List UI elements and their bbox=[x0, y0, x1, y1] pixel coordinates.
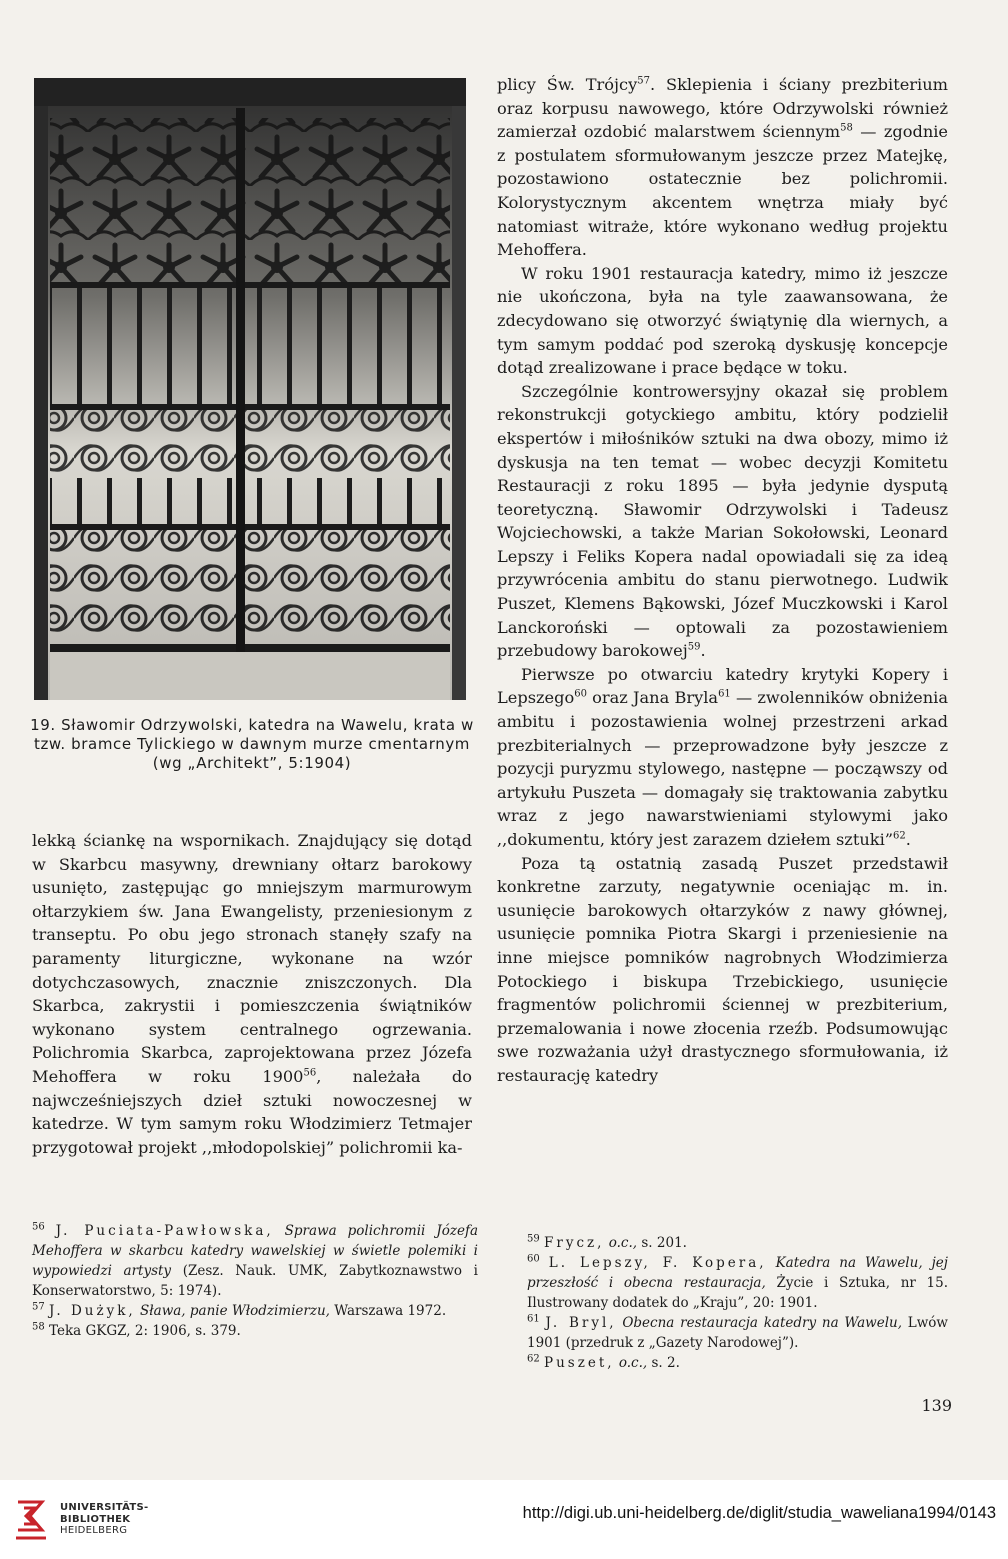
page-number: 139 bbox=[921, 1396, 952, 1415]
footnote: $^{56}$ J. Puciata-Pawłowska, Sprawa polichromii Józefa Mehoffera w skarbcu katedry wawelskiej w świetle polemiki i wypowiedzi artysty (Zesz. Nauk. UMK, Zabytkoznawstwo i Konserwatorstwo, 5: 1974). bbox=[32, 1221, 479, 1299]
wrought-iron-gate-image bbox=[34, 78, 466, 700]
paragraph: plicy Św. Trójcy$^{57}$. Sklepienia i ściany prezbiterium oraz korpusu nawowego, które Odrzywolski również zamierzał ozdobić malarstwem ściennym$^{58}$ — zgodnie z postulatem sformułowanym jeszcze przez Matejkę, pozostawiono ostatecznie bez polichromii. Kolorystycznym akcentem wnętrza miały być natomiast witraże, które wykonano według projektu Mehoffera. bbox=[497, 75, 948, 260]
right-text-column bbox=[497, 73, 948, 1088]
paragraph: Poza tą ostatnią zasadą Puszet przedstawił konkretne zarzuty, negatywnie oceniając m. in. usunięcie barokowych ołtarzyków z nawy głównej, usunięcie pomnika Piotra Skargi i przeniesienie na inne miejsce pomników nagrobnych Włodzimierza Potockiego i biskupa Trzebickiego, usunięcie fragmentów polichromii ściennej w prezbiterium, przemalowania i nowe złocenia rzeźb. Podsumowując swe rozważania użył drastycznego sformułowania, iż restaurację katedry bbox=[497, 853, 948, 1085]
paragraph: lekką ściankę na wspornikach. Znajdujący się dotąd w Skarbcu masywny, drewniany ołtarz barokowy usunięto, zastępując go mniejszym marmurowym ołtarzykiem św. Jana Ewangelisty, przeniesionym z transeptu. Po obu jego stronach stanęły szafy na paramenty liturgiczne, wykonane na wzór dotychczasowych, znacznie zniszczonych. Dla Skarbca, zakrystii i pomieszczenia świątników wykonano system centralnego ogrzewania. Polichromia Skarbca, zaprojektowana przez Józefa Mehoffera w roku 1900$^{56}$, należała do najwcześniejszych dzieł sztuki nowoczesnej w katedrze. W tym samym roku Włodzimierz Tetmajer przygotował projekt ,,młodopolskiej” polichromii ka- bbox=[32, 831, 472, 1157]
source-url-link[interactable]: http://digi.ub.uni-heidelberg.de/diglit/studia_waweliana1994/0143 bbox=[522, 1504, 996, 1522]
footnote: $^{61}$ J. Bryl, Obecna restauracja katedry na Wawelu, Lwów 1901 (przedruk z „Gazety Narodowej”). bbox=[527, 1313, 948, 1351]
library-logo-text: UNIVERSITÄTS- BIBLIOTHEK HEIDELBERG bbox=[60, 1502, 149, 1536]
figure-caption: 19. Sławomir Odrzywolski, katedra na Wawelu, krata w tzw. bramce Tylickiego w dawnym murze cmentarnym (wg „Architekt”, 5:1904) bbox=[30, 716, 474, 772]
footnote: $^{59}$ Frycz, o.c., s. 201. bbox=[527, 1233, 687, 1251]
paragraph: W roku 1901 restauracja katedry, mimo iż jeszcze nie ukończona, była na tyle zaawansowana, że zdecydowano się otworzyć świątynię dla wiernych, a tym samym poddać pod szeroką dyskusję koncepcje dotąd zrealizowane i prace będące w toku. bbox=[497, 263, 948, 378]
footnotes-right bbox=[527, 1233, 948, 1373]
footnote: $^{62}$ Puszet, o.c., s. 2. bbox=[527, 1353, 680, 1371]
library-logo-icon bbox=[12, 1494, 52, 1544]
left-text-column bbox=[32, 829, 472, 1159]
paragraph: Szczególnie kontrowersyjny okazał się problem rekonstrukcji gotyckiego ambitu, który podzielił ekspertów i miłośników sztuki na dwa obozy, mimo iż dyskusja na ten temat — wobec decyzji Komitetu Restauracji z roku 1895 — była jedynie dysputą teoretyczną. Sławomir Odrzywolski i Tadeusz Wojciechowski, a także Marian Sokołowski, Leonard Lepszy i Feliks Kopera nadal opowiadali się za ideą przywrócenia ambitu do stanu pierwotnego. Ludwik Puszet, Klemens Bąkowski, Józef Muczkowski i Karol Lanckoroński — optowali za pozostawieniem przebudowy barokowej$^{59}$. bbox=[497, 381, 948, 661]
figure-gate-photo bbox=[34, 78, 466, 700]
footnote-ref: 60 bbox=[574, 689, 587, 701]
paragraph: Pierwsze po otwarciu katedry krytyki Kopery i Lepszego$^{60}$ oraz Jana Bryla$^{61}$ — zwolenników obniżenia ambitu i pozostawienia wolnej przestrzeni arkad prezbiterialnych — przeprowadzone były jeszcze z pozycji puryzmu stylowego, następne — począwszy od artykułu Puszeta — domagały się traktowania zabytku wraz z jego nawarstwieniami stylowymi jako ,,dokumentu, który jest zarazem dziełem sztuki”$^{62}$. bbox=[497, 664, 948, 849]
footnote-ref: 56 bbox=[303, 1067, 317, 1079]
footnotes-left bbox=[32, 1221, 478, 1341]
footnote-ref: 58 bbox=[840, 122, 853, 134]
footnote: $^{58}$ Teka GKGZ, 2: 1906, s. 379. bbox=[32, 1321, 241, 1339]
footnote-ref: 62 bbox=[893, 830, 906, 842]
footnote: $^{60}$ L. Lepszy, F. Kopera, Katedra na Wawelu, jej przeszłość i obecna restauracja, Życie i Sztuka, nr 15. Ilustrowany dodatek do „Kraju”, 20: 1901. bbox=[527, 1253, 948, 1311]
footnote-ref: 57 bbox=[637, 75, 651, 87]
footnote-ref: 59 bbox=[687, 641, 701, 653]
footnote: $^{57}$ J. Dużyk, Sława, panie Włodzimierzu, Warszawa 1972. bbox=[32, 1301, 447, 1319]
digitization-footer bbox=[0, 1480, 1008, 1559]
footnote-ref: 61 bbox=[718, 689, 731, 701]
